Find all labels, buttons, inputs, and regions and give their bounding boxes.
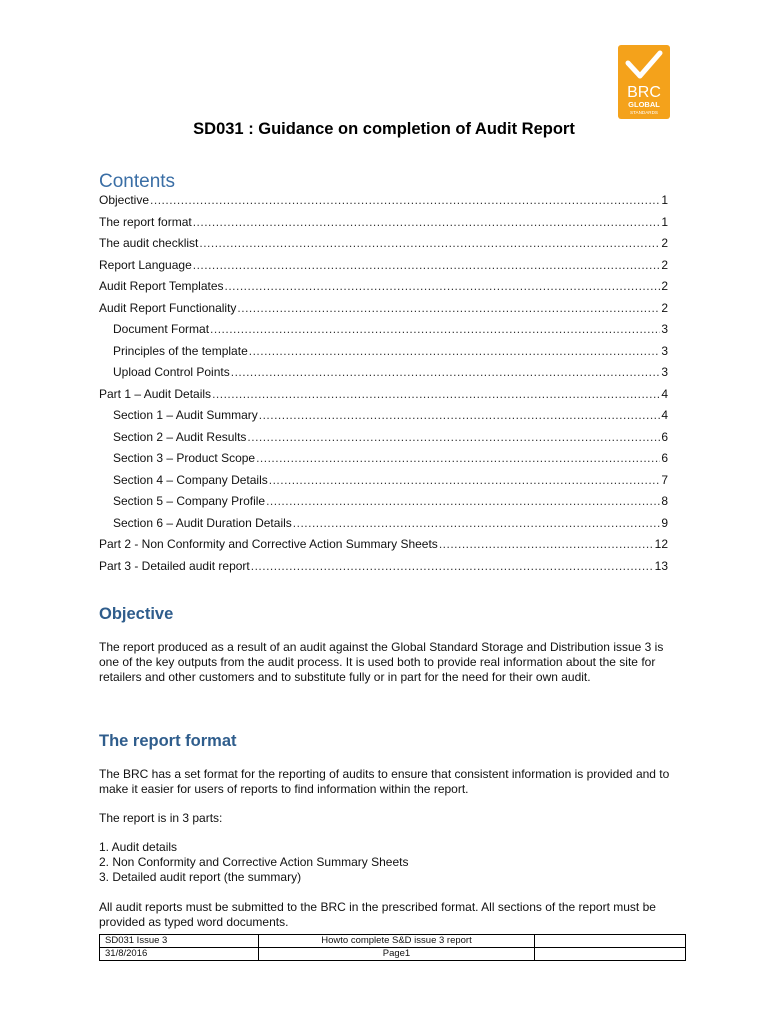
toc-entry-label: Report Language [99,257,192,272]
report-format-text-3: All audit reports must be submitted to the BRC in the prescribed format. All sections of the report must be provided as typed word documents. [99,900,656,929]
footer-doc-title: Howto complete S&D issue 3 report [259,935,535,948]
toc-entry[interactable] [99,408,668,430]
toc-entry[interactable] [99,258,668,280]
toc-entry[interactable] [99,215,668,237]
toc-entry-page: 2 [661,279,668,293]
toc-entry-label: Upload Control Points [113,365,230,379]
toc-dot-leader [439,537,654,551]
toc-dot-leader [193,215,661,229]
toc-entry[interactable] [99,193,668,215]
toc-entry-page: 13 [654,558,668,573]
toc-dot-leader [269,473,661,487]
toc-dot-leader [199,236,660,250]
objective-text: The report produced as a result of an audit against the Global Standard Storage and Distribution issue 3 is one of the key outputs from the audit process. It is used both to provide real information about the site for retailers and other customers and to substitute fully or in part for the need for their own audit. [99,640,664,684]
svg-text:STANDARDS: STANDARDS [630,110,658,115]
svg-text:GLOBAL: GLOBAL [628,100,660,109]
toc-dot-leader [259,408,661,422]
report-parts-list [99,840,671,885]
toc-entry[interactable] [99,537,668,559]
toc-dot-leader [251,559,654,573]
toc-entry[interactable] [99,430,668,452]
toc-entry-page: 12 [654,537,668,551]
toc-entry-page: 3 [661,343,668,358]
toc-entry-label: Objective [99,193,150,207]
toc-entry-page: 8 [661,494,668,508]
toc-entry[interactable] [99,473,668,495]
toc-entry-label: Section 4 – Company Details [113,472,268,487]
toc-entry-label: Document Format [113,322,210,336]
list-item: 2. Non Conformity and Corrective Action Summary Sheets [99,855,409,869]
toc-entry-label: Part 2 - Non Conformity and Corrective Action Summary Sheets [99,537,438,551]
report-format-paragraph-3 [99,900,671,930]
toc-dot-leader [256,451,660,465]
toc-entry-page: 4 [661,408,668,422]
toc-entry-page: 1 [661,193,668,207]
footer-doc-id: SD031 Issue 3 [100,935,259,948]
toc-entry-label: Section 3 – Product Scope [113,451,256,465]
toc-entry-label: The report format [99,214,192,229]
report-format-text-2: The report is in 3 parts: [99,811,223,825]
footer-empty-cell [535,935,686,948]
toc-entry[interactable] [99,236,668,258]
toc-entry-label: The audit checklist [99,236,199,250]
report-format-paragraph-1 [99,767,671,797]
toc-entry[interactable] [99,451,668,473]
toc-entry-page: 7 [661,472,668,487]
toc-entry-label: Principles of the template [113,343,248,358]
toc-entry-page: 6 [661,451,668,465]
toc-entry[interactable] [99,279,668,301]
toc-entry-page: 3 [661,322,668,336]
toc-entry-page: 2 [661,236,668,250]
toc-entry-page: 2 [661,300,668,315]
toc-entry-label: Part 1 – Audit Details [99,386,212,401]
objective-heading: Objective [99,605,174,623]
toc-dot-leader [225,279,661,293]
brc-global-standards-logo [618,45,670,119]
report-format-paragraph-2 [99,811,671,826]
toc-dot-leader [237,301,660,315]
toc-entry-label: Section 2 – Audit Results [113,429,247,444]
toc-dot-leader [266,494,660,508]
report-format-heading: The report format [99,732,237,750]
footer-empty-cell [535,948,686,961]
toc-entry-page: 6 [661,429,668,444]
contents-heading: Contents [99,171,176,192]
toc-entry[interactable] [99,559,668,581]
toc-entry[interactable] [99,494,668,516]
footer-page-number: Page1 [259,948,535,961]
footer-row [100,948,686,961]
toc-entry-label: Section 1 – Audit Summary [113,408,258,422]
report-format-text-1: The BRC has a set format for the reporting of audits to ensure that consistent information is provided and to make it easier for users of reports to find information within the report. [99,767,670,796]
toc-entry-page: 4 [661,386,668,401]
toc-entry-label: Audit Report Templates [99,279,224,293]
toc-entry-label: Audit Report Functionality [99,300,237,315]
toc-entry-page: 2 [661,257,668,272]
list-item: 3. Detailed audit report (the summary) [99,870,302,884]
toc-entry[interactable] [99,516,668,538]
toc-dot-leader [210,322,660,336]
list-item: 1. Audit details [99,840,178,854]
toc-entry[interactable] [99,322,668,344]
toc-entry-label: Part 3 - Detailed audit report [99,558,250,573]
footer-date: 31/8/2016 [100,948,259,961]
toc-entry-page: 3 [661,365,668,379]
footer-table [99,934,686,961]
objective-paragraph [99,640,671,685]
toc-entry-label: Section 5 – Company Profile [113,494,266,508]
toc-entry-label: Section 6 – Audit Duration Details [113,515,292,530]
toc-entry[interactable] [99,387,668,409]
table-of-contents [99,193,668,580]
toc-dot-leader [249,344,661,358]
toc-dot-leader [293,516,661,530]
svg-text:BRC: BRC [627,84,661,101]
toc-entry[interactable] [99,344,668,366]
toc-entry[interactable] [99,301,668,323]
toc-entry-page: 9 [661,515,668,530]
toc-entry[interactable] [99,365,668,387]
toc-dot-leader [193,258,661,272]
toc-dot-leader [150,193,660,207]
toc-dot-leader [212,387,660,401]
toc-dot-leader [247,430,660,444]
toc-dot-leader [231,365,661,379]
toc-entry-page: 1 [661,214,668,229]
document-title: SD031 : Guidance on completion of Audit Report [193,120,575,138]
footer-row [100,935,686,948]
